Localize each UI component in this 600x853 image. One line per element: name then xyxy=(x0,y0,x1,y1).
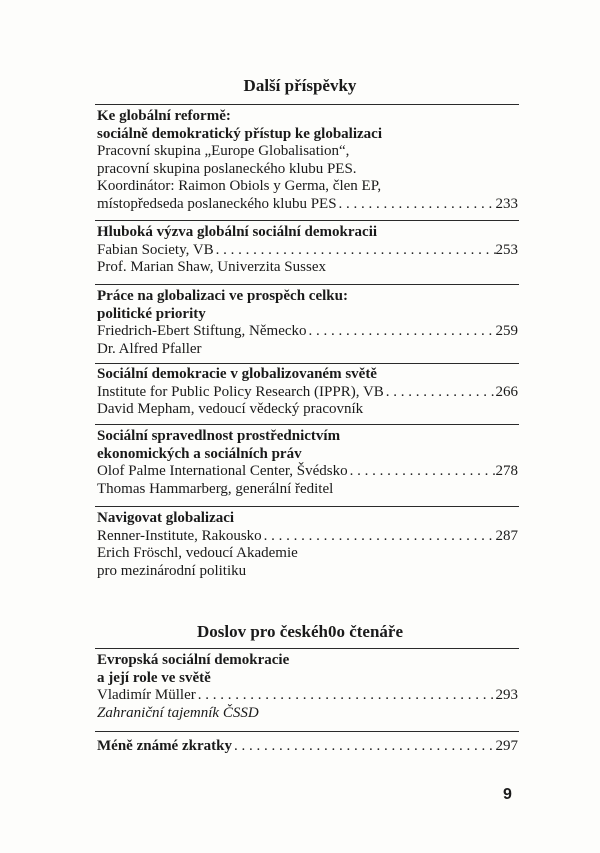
entry-source: Olof Palme International Center, Švédsko xyxy=(97,463,348,479)
dot-leader xyxy=(307,323,496,341)
entry-title: Navigovat globalizaci xyxy=(97,510,235,526)
entry-title: Sociální demokracie v globalizovaném světě xyxy=(97,366,377,382)
toc-entry[interactable] xyxy=(97,288,518,358)
page-ref[interactable]: 287 xyxy=(495,527,518,544)
entry-divider xyxy=(95,363,519,364)
entry-leader-line xyxy=(97,738,518,756)
toc-entry[interactable] xyxy=(97,366,518,419)
entry-source: Fabian Society, VB xyxy=(97,241,214,258)
toc-entry[interactable] xyxy=(97,510,518,580)
entry-source: Renner-Institute, Rakousko xyxy=(97,527,262,544)
entry-divider xyxy=(95,284,519,285)
entry-source: Vladimír Müller xyxy=(97,687,196,703)
entry-author: Prof. Marian Shaw, Univerzita Sussex xyxy=(97,259,326,275)
entry-leader-line xyxy=(97,242,518,260)
entry-title: Práce na globalizaci ve prospěch celku: xyxy=(97,288,348,304)
entry-source: místopředseda poslaneckého klubu PES xyxy=(97,195,337,212)
section-divider xyxy=(95,648,519,649)
page-ref[interactable]: 259 xyxy=(495,323,518,339)
entry-leader-line xyxy=(97,384,518,402)
entry-title: Hluboká výzva globální sociální demokracii xyxy=(97,224,378,240)
entry-title: Sociální spravedlnost prostřednictvím xyxy=(97,428,341,444)
entry-author: Thomas Hammarberg, generální ředitel xyxy=(97,480,334,497)
page-ref[interactable]: 293 xyxy=(495,687,518,703)
entry-leader-line xyxy=(97,687,518,705)
page-ref[interactable]: 266 xyxy=(495,383,518,400)
entry-leader-line xyxy=(97,528,518,546)
dot-leader xyxy=(214,242,496,260)
toc-entry-abbreviations[interactable] xyxy=(97,738,518,756)
entry-author: Dr. Alfred Pfaller xyxy=(97,340,202,357)
entry-divider xyxy=(95,506,519,507)
entry-divider xyxy=(95,220,519,221)
toc-entry[interactable] xyxy=(97,224,518,277)
dot-leader xyxy=(337,196,496,214)
entry-divider xyxy=(95,424,519,425)
page-ref[interactable]: 297 xyxy=(495,738,518,754)
entry-line: pracovní skupina poslaneckého klubu PES. xyxy=(97,160,357,177)
dot-leader xyxy=(348,463,496,481)
dot-leader xyxy=(232,738,496,756)
page-number: 9 xyxy=(503,786,512,803)
entry-title: Ke globální reformě: xyxy=(97,108,231,124)
section-title-doslov: Doslov pro českéh0o čtenáře xyxy=(196,622,404,641)
entry-author: David Mepham, vedoucí vědecký pracovník xyxy=(97,401,364,417)
entry-title: politické priority xyxy=(97,305,206,322)
entry-source: Institute for Public Policy Research (IPPR), VB xyxy=(97,383,384,400)
toc-entry[interactable] xyxy=(97,108,518,213)
entry-line: Koordinátor: Raimon Obiols y Germa, člen EP, xyxy=(97,178,382,194)
section-title-dalsi-prispevky: Další příspěvky xyxy=(243,76,357,95)
entry-line: Pracovní skupina „Europe Globalisation“, xyxy=(97,143,350,159)
entry-title: ekonomických a sociálních práv xyxy=(97,445,302,462)
entry-title: Méně známé zkratky xyxy=(97,738,232,754)
entry-leader-line xyxy=(97,463,518,481)
page-ref[interactable]: 278 xyxy=(495,463,518,479)
dot-leader xyxy=(384,384,496,402)
entry-title: Evropská sociální demokracie xyxy=(97,652,290,668)
entry-author: pro mezinárodní politiku xyxy=(97,562,247,579)
entry-leader-line xyxy=(97,323,518,341)
entry-title: sociálně demokratický přístup ke globalizaci xyxy=(97,125,382,142)
entry-divider xyxy=(95,731,519,732)
entry-leader-line xyxy=(97,196,518,214)
entry-author: Erich Fröschl, vedoucí Akademie xyxy=(97,545,298,561)
entry-author: Zahraniční tajemník ČSSD xyxy=(97,704,259,721)
toc-entry[interactable] xyxy=(97,652,518,722)
dot-leader xyxy=(196,687,496,705)
section-divider xyxy=(95,104,519,105)
page-ref[interactable]: 233 xyxy=(495,195,518,212)
page-ref[interactable]: 253 xyxy=(495,241,518,258)
entry-title: a její role ve světě xyxy=(97,669,211,686)
dot-leader xyxy=(262,528,496,546)
toc-entry[interactable] xyxy=(97,428,518,498)
entry-source: Friedrich-Ebert Stiftung, Německo xyxy=(97,323,307,339)
